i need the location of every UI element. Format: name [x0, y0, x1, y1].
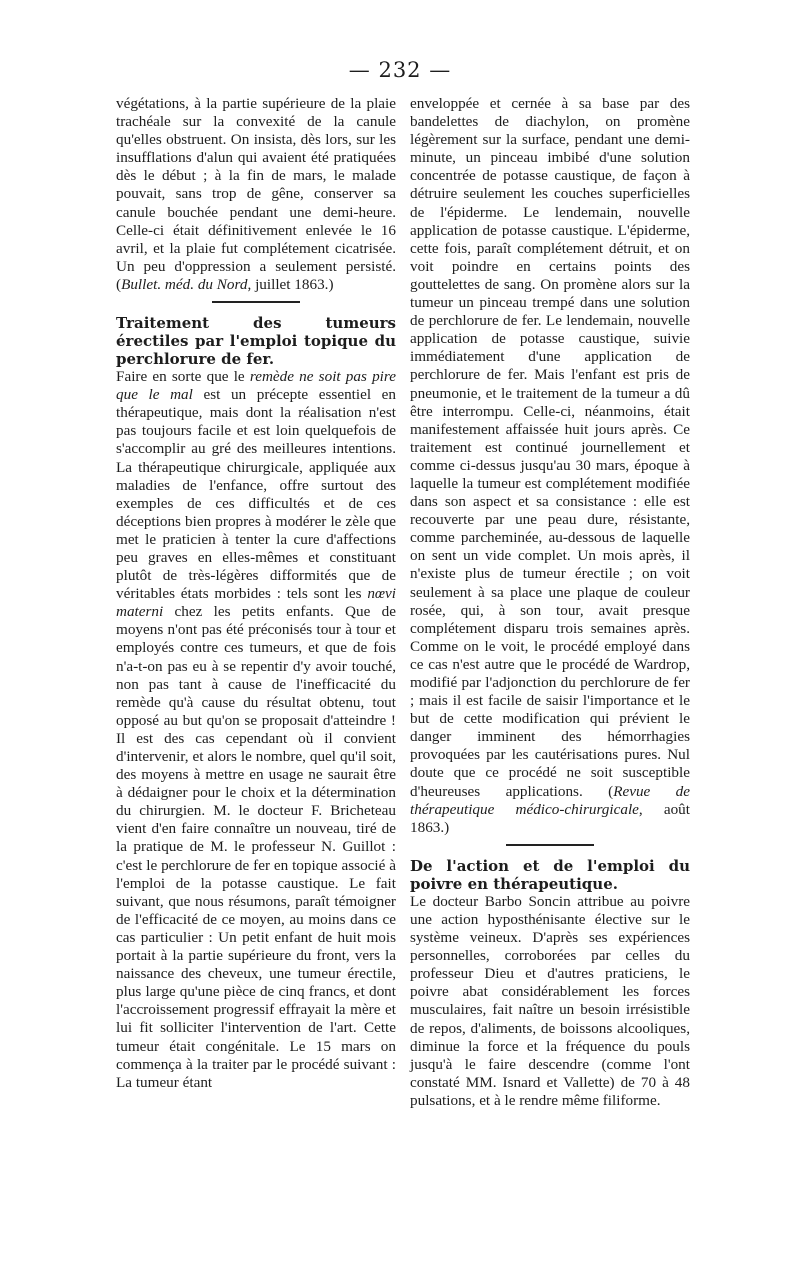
left-paragraph-2 — [116, 368, 396, 1092]
section-heading-poivre: De l'action et de l'emploi du poivre en thérapeutique. — [410, 856, 690, 893]
left-paragraph-2-text-b: est un précepte essentiel en thérapeutique, mais dont la réalisation n'est pas toujours facile et est loin quelquefois de s'accomplir au gré des meilleures intentions. La thérapeutique chirurgicale, appliquée aux maladies de l'enfance, offre surtout des exemples de ces difficultés et de ces déceptions bien propres à modérer le zèle que met le praticien à tenter la cure d'affections peu graves en elles-mêmes et constituant plutôt de très-légères difformités que de véritables états morbides : tels sont les — [116, 386, 396, 603]
left-paragraph-2-text-a: Faire en sorte que le — [116, 368, 250, 386]
left-paragraph-1-end: , juillet 1863.) — [247, 275, 334, 293]
section-heading-tumeurs: Traitement des tumeurs érectiles par l'emploi topique du perchlorure de fer. — [116, 314, 396, 369]
left-paragraph-2-italic-2: nœvi materni — [116, 585, 396, 621]
left-paragraph-1-reference: Bullet. méd. du Nord — [121, 275, 248, 293]
right-paragraph-2: Le docteur Barbo Soncin attribue au poivre une action hyposthénisante élective sur le système veineux. D'après ses expériences personnelles, corroborées par celles du professeur Dieu et d'autres praticiens, le poivre abat considérablement les forces musculaires, fait naître un besoin irrésistible de repos, d'aliments, de boissons alcooliques, diminue la force et la fréquence du pouls jusqu'à le faire descendre (comme l'ont constaté MM. Isnard et Vallette) de 70 à 48 pulsations, et à le rendre même filiforme. — [410, 892, 690, 1109]
section-divider-rule — [506, 844, 594, 846]
left-column — [116, 95, 396, 1092]
right-column — [410, 95, 690, 1110]
right-paragraph-1-end: , août 1863.) — [410, 800, 690, 836]
section-divider-rule — [212, 301, 300, 303]
left-paragraph-1 — [116, 95, 396, 294]
right-paragraph-1-reference: Revue de thérapeutique médico-chirurgicale — [410, 782, 690, 818]
page-number: — 232 — — [348, 58, 452, 82]
left-paragraph-2-text-c: chez les petits enfants. Que de moyens n'ont pas été préconisés tour à tour et employés contre ces tumeurs, et que de fois n'a-t-on pas eu à se repentir d'y avoir touché, non pas tant à cause de l'inefficacité du remède qu'à cause du résultat obtenu, tout opposé au but qu'on se proposait d'atteindre ! Il est des cas cependant où il convient d'intervenir, et alors le nombre, quel qu'il soit, des moyens à mettre en usage ne saurait être à dédaigner pour le choix et la détermination du chirurgien. M. le docteur F. Bricheteau vient d'en faire connaître un nouveau, tiré de la pratique de M. le professeur N. Guillot : c'est le perchlorure de fer en topique associé à l'emploi de la potasse caustique. Le fait suivant, que nous résumons, paraît témoigner de l'efficacité de ce moyen, au moins dans ce cas particulier : Un petit enfant de huit mois portait à la partie supérieure du front, vers la naissance des cheveux, une tumeur érectile, plus large qu'une pièce de cinq francs, et dont l'accroissement progressif effrayait la mère et lui fit solliciter l'intervention de l'art. Cette tumeur était congénitale. Le 15 mars on commença à la traiter par le procédé suivant : La tumeur étant — [116, 603, 396, 1091]
right-paragraph-1-text: enveloppée et cernée à sa base par des bandelettes de diachylon, on promène légèrement sur la surface, pendant une demi-minute, un pinceau imbibé d'une solution concentrée de potasse caustique, de façon à détruire seulement les couches superficielles de l'épiderme. Le lendemain, nouvelle application de potasse caustique. L'épiderme, cette fois, paraît complétement détruit, et on voit poindre en certains points des gouttelettes de sang. On promène alors sur la tumeur un pinceau trempé dans une solution de perchlorure de fer. Le lendemain, nouvelle application de potasse caustique, suivie immédiatement d'une application de perchlorure de fer. Mais l'enfant est pris de pneumonie, et le traitement de la tumeur a dû être interrompu. Celle-ci, néanmoins, était manifestement affaissée huit jours après. Ce traitement est continué journellement et comme ci-dessus jusqu'au 30 mars, époque à laquelle la tumeur est complétement modifiée dans son aspect et sa consistance : elle est recouverte par une peau dure, résistante, comme parcheminée, au-dessous de laquelle on sent un vide complet. Un mois après, il n'existe plus de tumeur érectile ; on voit seulement à sa place une plaque de couleur rosée, qui, à son tour, avait presque complétement disparu trois semaines après. Comme on le voit, le procédé employé dans ce cas n'est autre que le procédé de Wardrop, modifié par l'adjonction du perchlorure de fer ; mais il est facile de saisir l'importance et le but de cette modification qui prévient le danger imminent des hémorrhagies provoquées par les cautérisations pures. Nul doute que ce procédé ne soit susceptible d'heureuses applications. ( — [410, 95, 690, 800]
right-paragraph-1 — [410, 95, 690, 837]
left-paragraph-2-italic-1: remède ne soit pas pire que le mal — [116, 368, 396, 404]
left-paragraph-1-text: végétations, à la partie supérieure de la plaie trachéale sur la convexité de la canule qu'elles obstruent. On insista, dès lors, sur les insufflations d'alun qui avaient été pratiquées dès le début ; à la fin de mars, le malade pouvait, sans trop de gêne, conserver sa canule bouchée pendant une demi-heure. Celle-ci était définitivement enlevée le 16 avril, et la plaie fut complétement cicatrisée. Un peu d'oppression a seulement persisté. ( — [116, 95, 396, 293]
